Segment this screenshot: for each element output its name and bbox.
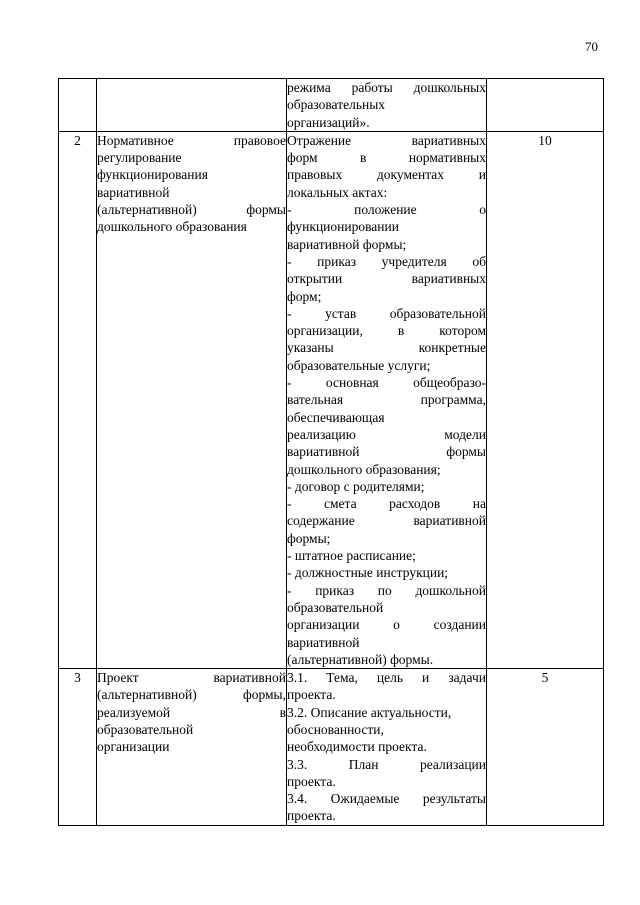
text-line: вариативной [287, 634, 360, 650]
table-row [59, 131, 604, 668]
row-number-cell [59, 79, 97, 132]
text-line: вательная программа, [287, 392, 486, 408]
text-line: - договор с родителями; [287, 478, 425, 494]
text-line: Проект вариативной [97, 670, 286, 686]
table-row [59, 669, 604, 826]
text-line: реализуемой в [97, 704, 286, 720]
text-line: вариативной [97, 184, 170, 200]
row-number-cell: 2 [59, 131, 97, 668]
text-line: - штатное расписание; [287, 548, 416, 564]
text-line: - должностные инструкции; [287, 565, 449, 581]
text-line: функционировании [287, 219, 399, 235]
indicator-cell [287, 669, 487, 826]
text-line: обоснованности, [287, 721, 384, 737]
text-line: 3.3. План реализации [287, 756, 486, 772]
criteria-table [58, 78, 604, 826]
text-line: реализацию модели [287, 426, 486, 442]
score-cell: 5 [487, 669, 604, 826]
text-line: вариативной формы; [287, 236, 407, 252]
text-line: - положение о [287, 202, 486, 218]
text-line: форм; [287, 288, 322, 304]
text-line: организаций». [287, 114, 370, 130]
text-line: образовательные услуги; [287, 357, 431, 373]
score-cell [487, 79, 604, 132]
text-line: - смета расходов на [287, 496, 486, 512]
text-line: локальных актах: [287, 184, 388, 200]
text-line: обеспечивающая [287, 409, 385, 425]
text-line: содержание вариативной [287, 513, 486, 529]
text-line: Нормативное правовое [97, 132, 286, 148]
text-line: дошкольного образования; [287, 461, 441, 477]
text-line: форм в нормативных [287, 150, 486, 166]
text-line: дошкольного образования [97, 219, 247, 235]
indicator-cell [287, 131, 487, 668]
text-line: организации, в котором [287, 323, 486, 339]
page-number: 70 [585, 39, 598, 54]
text-line: 3.4. Ожидаемые результаты [287, 791, 486, 807]
text-line: - устав образовательной [287, 305, 486, 321]
text-line: режима работы дошкольных [287, 80, 486, 95]
criterion-cell [97, 131, 287, 668]
criterion-cell [97, 669, 287, 826]
text-line: - приказ учредителя об [287, 253, 486, 269]
text-line: образовательной [287, 599, 384, 615]
text-line: образовательных [287, 97, 386, 113]
text-line: необходимости проекта. [287, 739, 427, 755]
text-line: открытии вариативных [287, 271, 486, 287]
text-line: 3.2. Описание актуальности, [287, 704, 452, 720]
text-line: - приказ по дошкольной [287, 582, 486, 598]
text-line: проекта. [287, 773, 336, 789]
score-cell: 10 [487, 131, 604, 668]
text-line: организации [97, 739, 170, 755]
table-row [59, 79, 604, 132]
text-line: вариативной формы [287, 444, 486, 460]
text-line: формы; [287, 530, 331, 546]
text-line: образовательной [97, 721, 194, 737]
text-line: Отражение вариативных [287, 132, 486, 148]
indicator-cell [287, 79, 487, 132]
text-line: (альтернативной) формы, [97, 687, 286, 703]
text-line: функционирования [97, 167, 208, 183]
criterion-cell [97, 79, 287, 132]
text-line: - основная общеобразо- [287, 375, 486, 391]
text-line: (альтернативной) формы. [287, 651, 434, 667]
row-number-cell: 3 [59, 669, 97, 826]
text-line: регулирование [97, 150, 182, 166]
text-line: (альтернативной) формы [97, 202, 286, 218]
text-line: проекта. [287, 808, 336, 824]
text-line: организации о создании [287, 617, 486, 633]
text-line: проекта. [287, 687, 336, 703]
text-line: 3.1. Тема, цель и задачи [287, 670, 486, 686]
text-line: правовых документах и [287, 167, 486, 183]
text-line: указаны конкретные [287, 340, 486, 356]
